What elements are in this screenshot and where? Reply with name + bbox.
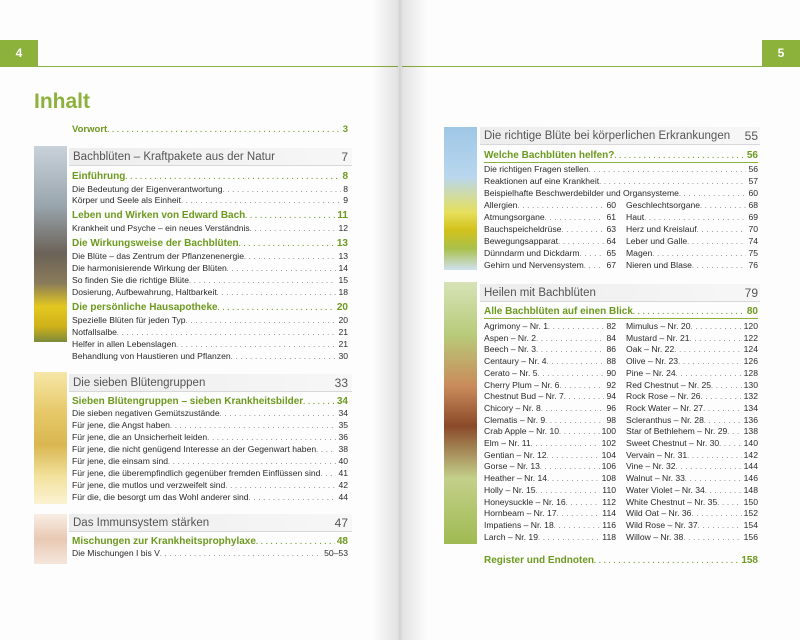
toc-entry[interactable]: Sweet Chestnut – Nr. 30 . . . 140 xyxy=(626,438,758,451)
toc-entry[interactable]: Herz und Kreislauf . . . 70 xyxy=(626,224,758,237)
toc-entry[interactable]: Mimulus – Nr. 20 . . . 120 xyxy=(626,321,758,334)
toc-entry[interactable]: Vine – Nr. 32 . . . 144 xyxy=(626,461,758,474)
yellow-flower-sky-image xyxy=(444,127,477,270)
toc-entry[interactable]: Pine – Nr. 24 . . . 128 xyxy=(626,368,758,381)
toc-entry[interactable]: Clematis – Nr. 9 . . . 98 xyxy=(484,415,616,428)
remedy-bottle-image xyxy=(34,514,67,564)
toc-entry[interactable]: Elm – Nr. 11 . . . 102 xyxy=(484,438,616,451)
section-page: 47 xyxy=(334,516,348,530)
toc-entry[interactable]: Geschlechtsorgane . . . 68 xyxy=(626,200,758,213)
toc-entry[interactable]: Behandlung von Haustieren und Pflanzen . . . 30 xyxy=(72,351,348,364)
toc-entry[interactable]: Reaktionen auf eine Krankheit . . . 57 xyxy=(484,176,758,189)
toc-entry[interactable]: Impatiens – Nr. 18 . . . 116 xyxy=(484,520,616,533)
toc-entry[interactable]: Bewegungsapparat . . . 64 xyxy=(484,236,616,249)
group-underline xyxy=(484,318,758,319)
toc-entry[interactable]: Allergien . . . 60 xyxy=(484,200,616,213)
toc-entry[interactable]: So finden Sie die richtige Blüte . . . 15 xyxy=(72,275,348,288)
section-title[interactable]: Das Immunsystem stärken xyxy=(73,517,210,529)
toc-entry[interactable]: Larch – Nr. 19 . . . 118 xyxy=(484,532,616,545)
toc-entry[interactable]: Leber und Galle . . . 74 xyxy=(626,236,758,249)
toc-entry-register[interactable]: Register und Endnoten . . . 158 xyxy=(484,555,758,568)
toc-entry[interactable]: Red Chestnut – Nr. 25 . . . 130 xyxy=(626,380,758,393)
toc-entry[interactable]: Wild Oat – Nr. 36 . . . 152 xyxy=(626,508,758,521)
toc-entry-group[interactable]: Mischungen zur Krankheitsprophylaxe . . . 48 xyxy=(72,536,348,549)
toc-entry[interactable]: Die Mischungen I bis V . . . 50–53 xyxy=(72,548,348,561)
toc-entry[interactable]: Dünndarm und Dickdarm . . . 65 xyxy=(484,248,616,261)
toc-entry[interactable]: Für jene, die überempfindlich gegenüber fremden Einflüssen sind . . . 41 xyxy=(72,468,348,481)
toc-entry[interactable]: Heather – Nr. 14 . . . 108 xyxy=(484,473,616,486)
toc-entry[interactable]: Holly – Nr. 15 . . . 110 xyxy=(484,485,616,498)
toc-entry[interactable]: Die sieben negativen Gemütszustände . . . 34 xyxy=(72,408,348,421)
toc-entry[interactable]: Vervain – Nr. 31 . . . 142 xyxy=(626,450,758,463)
section-page: 79 xyxy=(744,286,758,300)
toc-entry[interactable]: Beispielhafte Beschwerdebilder und Organsysteme . . . 60 xyxy=(484,188,758,201)
toc-entry[interactable]: Olive – Nr. 23 . . . 126 xyxy=(626,356,758,369)
toc-entry[interactable]: Cerato – Nr. 5 . . . 90 xyxy=(484,368,616,381)
book-gutter xyxy=(372,0,428,640)
toc-entry[interactable]: Für die, die besorgt um das Wohl anderer sind . . . 44 xyxy=(72,492,348,505)
toc-entry[interactable]: Rock Rose – Nr. 26 . . . 132 xyxy=(626,391,758,404)
toc-entry[interactable]: Aspen – Nr. 2 . . . 84 xyxy=(484,333,616,346)
toc-entry[interactable]: Körper und Seele als Einheit . . . 9 xyxy=(72,195,348,208)
toc-entry[interactable]: Star of Bethlehem – Nr. 29 . . . 138 xyxy=(626,426,758,439)
toc-entry[interactable]: Krankheit und Psyche – ein neues Verständnis . . . 12 xyxy=(72,223,348,236)
page-number-left: 4 xyxy=(0,40,38,67)
toc-entry[interactable]: Für jene, die an Unsicherheit leiden . . . 36 xyxy=(72,432,348,445)
section-page: 7 xyxy=(341,150,348,164)
toc-entry-group[interactable]: Die persönliche Hausapotheke . . . 20 xyxy=(72,302,348,315)
toc-entry[interactable]: Spezielle Blüten für jeden Typ . . . 20 xyxy=(72,315,348,328)
toc-entry[interactable]: Bauchspeicheldrüse . . . 63 xyxy=(484,224,616,237)
toc-entry-group[interactable]: Leben und Wirken von Edward Bach . . . 11 xyxy=(72,210,348,223)
left-page xyxy=(0,0,398,640)
toc-entry-vorwort[interactable]: Vorwort . . . 3 xyxy=(72,124,348,137)
section-page: 55 xyxy=(744,129,758,143)
toc-entry[interactable]: Hornbeam – Nr. 17 . . . 114 xyxy=(484,508,616,521)
toc-entry[interactable]: Gehirn und Nervensystem . . . 67 xyxy=(484,260,616,273)
toc-entry[interactable]: Für jene, die einsam sind . . . 40 xyxy=(72,456,348,469)
toc-entry[interactable]: Cherry Plum – Nr. 6 . . . 92 xyxy=(484,380,616,393)
toc-entry[interactable]: Honeysuckle – Nr. 16 . . . 112 xyxy=(484,497,616,510)
section-title[interactable]: Heilen mit Bachblüten xyxy=(484,287,596,299)
toc-entry[interactable]: Willow – Nr. 38 . . . 156 xyxy=(626,532,758,545)
toc-entry[interactable]: Haut . . . 69 xyxy=(626,212,758,225)
toc-entry[interactable]: Wild Rose – Nr. 37 . . . 154 xyxy=(626,520,758,533)
section-title[interactable]: Die sieben Blütengruppen xyxy=(73,377,206,389)
toc-entry-group[interactable]: Die Wirkungsweise der Bachblüten . . . 13 xyxy=(72,238,348,251)
toc-entry[interactable]: Atmungsorgane . . . 61 xyxy=(484,212,616,225)
toc-entry[interactable]: Walnut – Nr. 33 . . . 146 xyxy=(626,473,758,486)
toc-entry[interactable]: Centaury – Nr. 4 . . . 88 xyxy=(484,356,616,369)
toc-entry[interactable]: White Chestnut – Nr. 35 . . . 150 xyxy=(626,497,758,510)
toc-entry[interactable]: Mustard – Nr. 21 . . . 122 xyxy=(626,333,758,346)
toc-entry[interactable]: Oak – Nr. 22 . . . 124 xyxy=(626,344,758,357)
section-title[interactable]: Die richtige Blüte bei körperlichen Erkrankungen xyxy=(484,130,731,142)
toc-entry[interactable]: Crab Apple – Nr. 10 . . . 100 xyxy=(484,426,616,439)
toc-entry[interactable]: Rock Water – Nr. 27 . . . 134 xyxy=(626,403,758,416)
toc-entry[interactable]: Chestnut Bud – Nr. 7 . . . 94 xyxy=(484,391,616,404)
nature-landscape-image xyxy=(34,146,67,342)
blossom-image xyxy=(34,372,67,504)
toc-entry-group[interactable]: Welche Bachblüten helfen? . . . 56 xyxy=(484,150,758,163)
toc-entry[interactable]: Für jene, die mutlos und verzweifelt sind . . . 42 xyxy=(72,480,348,493)
toc-entry[interactable]: Agrimony – Nr. 1 . . . 82 xyxy=(484,321,616,334)
toc-entry[interactable]: Notfallsalbe . . . 21 xyxy=(72,327,348,340)
toc-entry-group[interactable]: Sieben Blütengruppen – sieben Krankheitsbilder . . . 34 xyxy=(72,396,348,409)
header-rule-right xyxy=(402,66,800,67)
toc-heading: Inhalt xyxy=(34,90,90,113)
toc-entry[interactable]: Die Blüte – das Zentrum der Pflanzenenergie . . . 13 xyxy=(72,251,348,264)
toc-entry[interactable]: Die harmonisierende Wirkung der Blüten . . . 14 xyxy=(72,263,348,276)
toc-entry[interactable]: Magen . . . 75 xyxy=(626,248,758,261)
toc-entry[interactable]: Scleranthus – Nr. 28 . . . 136 xyxy=(626,415,758,428)
right-page xyxy=(402,0,800,640)
toc-entry[interactable]: Helfer in allen Lebenslagen . . . 21 xyxy=(72,339,348,352)
toc-entry-group[interactable]: Einführung . . . 8 xyxy=(72,171,348,184)
page-number-right: 5 xyxy=(762,40,800,67)
section-title[interactable]: Bachblüten – Kraftpakete aus der Natur xyxy=(73,151,276,163)
toc-entry[interactable]: Die Bedeutung der Eigenverantwortung . . . 8 xyxy=(72,184,348,197)
toc-entry[interactable]: Für jene, die Angst haben . . . 35 xyxy=(72,420,348,433)
group-underline xyxy=(484,162,758,163)
toc-entry[interactable]: Gentian – Nr. 12 . . . 104 xyxy=(484,450,616,463)
header-rule-left xyxy=(0,66,398,67)
toc-entry[interactable]: Beech – Nr. 3 . . . 86 xyxy=(484,344,616,357)
toc-entry[interactable]: Die richtigen Fragen stellen . . . 56 xyxy=(484,164,758,177)
toc-entry[interactable]: Nieren und Blase . . . 76 xyxy=(626,260,758,273)
toc-entry-group[interactable]: Alle Bachblüten auf einen Blick . . . 80 xyxy=(484,306,758,319)
woman-in-nature-image xyxy=(444,282,477,544)
toc-entry[interactable]: Chicory – Nr. 8 . . . 96 xyxy=(484,403,616,416)
toc-entry[interactable]: Water Violet – Nr. 34 . . . 148 xyxy=(626,485,758,498)
section-page: 33 xyxy=(334,376,348,390)
toc-entry[interactable]: Für jene, die nicht genügend Interesse an der Gegenwart haben . . . 38 xyxy=(72,444,348,457)
toc-entry[interactable]: Gorse – Nr. 13 . . . 106 xyxy=(484,461,616,474)
toc-entry[interactable]: Dosierung, Aufbewahrung, Haltbarkeit . . . 18 xyxy=(72,287,348,300)
